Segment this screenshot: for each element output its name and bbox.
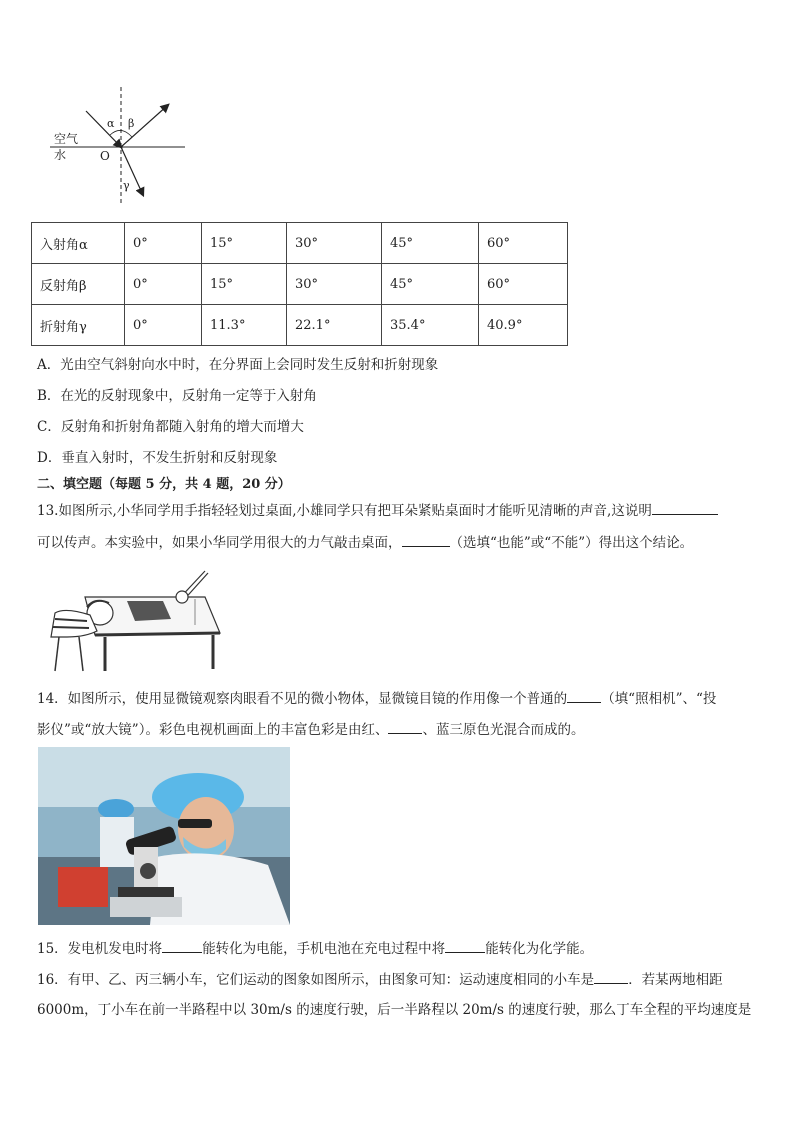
row-label: 反射角β [32,264,125,305]
table-cell: 0° [125,264,202,305]
table-cell: 60° [479,264,568,305]
q13-blank-1[interactable] [652,500,718,515]
q16-text: 16．有甲、乙、丙三辆小车，它们运动的图象如图所示，由图象可知：运动速度相同的小车是 [37,972,595,988]
q13-text: （选填“也能”或“不能”）得出这个结论。 [449,535,694,551]
q15-text: 15．发电机发电时将 [37,941,163,957]
q14-text: 14．如图所示，使用显微镜观察肉眼看不见的微小物体，显微镜目镜的作用像一个普通的 [37,691,568,707]
table-cell: 15° [202,264,287,305]
table-cell: 30° [287,223,382,264]
table-cell: 40.9° [479,305,568,346]
label-water: 水 [54,148,67,162]
table-cell: 35.4° [382,305,479,346]
q16-line2: 6000m，丁小车在前一半路程中以 30m/s 的速度行驶，后一半路程以 20m/s 的速度行驶，那么丁车全程的平均速度是 [37,1002,752,1018]
table-cell: 0° [125,305,202,346]
label-beta: β [128,117,135,130]
q13-line2 [37,532,693,553]
q13-text: 可以传声。本实验中，如果小华同学用很大的力气敲击桌面， [37,535,402,551]
q14-text: （填“照相机”、“投 [601,691,717,707]
table-cell: 11.3° [202,305,287,346]
table-cell: 60° [479,223,568,264]
desk-sound-illustration [45,565,225,673]
label-origin: O [100,149,110,163]
q14-text: 影仪”或“放大镜”）。彩色电视机画面上的丰富色彩是由红、 [37,722,389,738]
row-label: 折射角γ [32,305,125,346]
label-alpha: α [107,117,115,130]
table-row [32,223,568,264]
label-gamma: γ [123,179,130,192]
option-d[interactable]: D．垂直入射时，不发生折射和反射现象 [37,450,278,466]
q13-line1 [37,500,718,521]
q16-line1 [37,969,723,990]
q13-blank-2[interactable] [402,532,450,547]
q15-text: 能转化为化学能。 [485,941,594,957]
row-label: 入射角α [32,223,125,264]
q16-text: ．若某两地相距 [628,972,723,988]
microscope-photo [38,747,290,925]
section-heading: 二、填空题（每题 5 分，共 4 题，20 分） [37,477,291,492]
table-cell: 45° [382,264,479,305]
q14-line2 [37,719,584,740]
table-row [32,305,568,346]
option-c[interactable]: C．反射角和折射角都随入射角的增大而增大 [37,419,304,435]
table-cell: 0° [125,223,202,264]
q13-text: 13.如图所示,小华同学用手指轻轻划过桌面,小雄同学只有把耳朵紧贴桌面时才能听见清晰的声音,这说明 [37,503,652,519]
angle-table [31,222,568,346]
q14-text: 、蓝三原色光混合而成的。 [422,722,585,738]
table-cell: 22.1° [287,305,382,346]
q15-blank-1[interactable] [162,938,202,953]
option-b[interactable]: B．在光的反射现象中，反射角一定等于入射角 [37,388,317,404]
table-cell: 45° [382,223,479,264]
q14-line1 [37,688,716,709]
option-a[interactable]: A．光由空气斜射向水中时，在分界面上会同时发生反射和折射现象 [37,357,439,373]
q14-blank-1[interactable] [567,688,601,703]
table-cell: 30° [287,264,382,305]
incident-ray [86,111,121,147]
q15-blank-2[interactable] [445,938,485,953]
reflection-refraction-diagram [30,85,200,210]
q15-line [37,938,593,959]
table-row [32,264,568,305]
q14-blank-2[interactable] [388,719,422,734]
table-cell: 15° [202,223,287,264]
q16-blank-1[interactable] [594,969,628,984]
q15-text: 能转化为电能，手机电池在充电过程中将 [202,941,446,957]
label-air: 空气 [54,132,79,146]
